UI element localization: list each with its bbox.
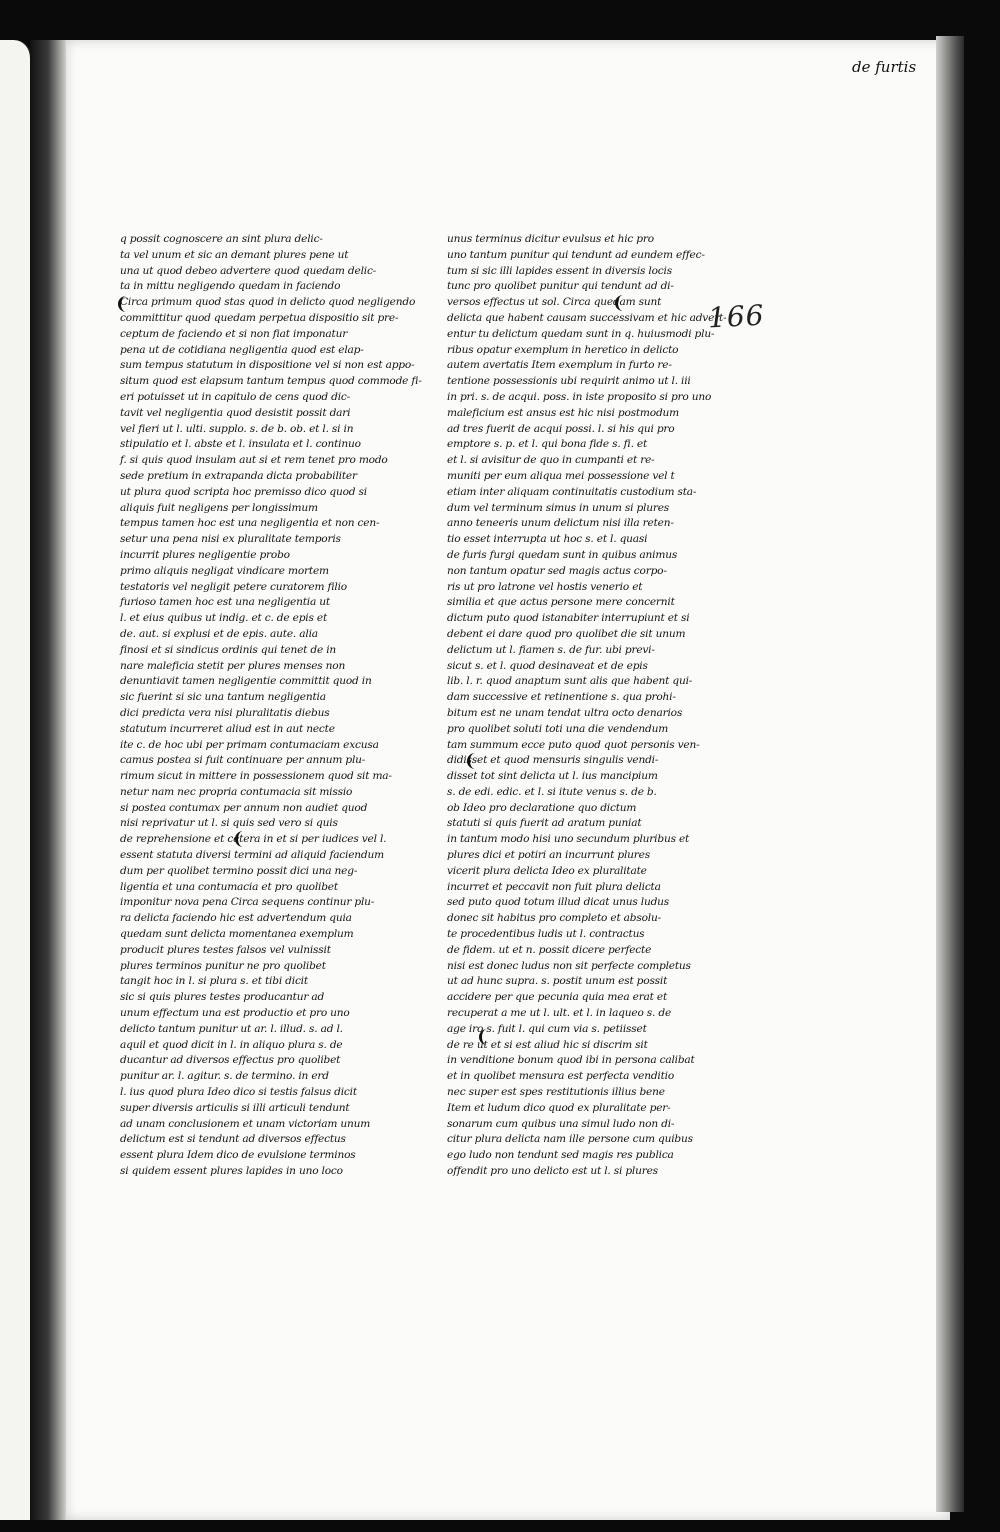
text-line: in tantum modo hisi uno secundum pluribus et bbox=[447, 833, 690, 846]
text-line: ut plura quod scripta hoc premisso dico quod si bbox=[120, 485, 367, 498]
text-line: nare maleficia stetit per plures menses non bbox=[120, 659, 346, 672]
text-line: sonarum cum quibus una simul ludo non di- bbox=[447, 1117, 675, 1130]
text-line: de re ut et si est aliud hic si discrim sit bbox=[447, 1038, 648, 1051]
text-line: sede pretium in extrapanda dicta probabiliter bbox=[120, 469, 357, 482]
text-line: non tantum opatur sed magis actus corpo- bbox=[447, 564, 667, 577]
text-line: et l. si avisitur de quo in cumpanti et re- bbox=[447, 454, 655, 467]
text-line: vel fieri ut l. ulti. supplo. s. de b. ob. et l. si in bbox=[120, 422, 354, 435]
previous-page-edge bbox=[0, 40, 32, 1520]
text-line: primo aliquis negligat vindicare mortem bbox=[120, 564, 329, 577]
text-line: ribus opatur exemplum in heretico in delicto bbox=[447, 343, 679, 356]
text-line: testatoris vel negligit petere curatorem filio bbox=[120, 580, 347, 593]
text-line: et in quolibet mensura est perfecta venditio bbox=[447, 1070, 675, 1083]
text-line: q possit cognoscere an sint plura delic- bbox=[120, 233, 323, 245]
text-line: Item et ludum dico quod ex pluralitate per- bbox=[447, 1101, 671, 1114]
text-line: ut ad hunc supra. s. postit unum est possit bbox=[447, 975, 668, 988]
text-line: maleficium est ansus est hic nisi postmodum bbox=[447, 406, 679, 419]
text-line: finosi et si sindicus ordinis qui tenet de in bbox=[120, 643, 337, 656]
text-line: sed puto quod totum illud dicat unus ludus bbox=[447, 896, 670, 909]
gutter-shadow bbox=[30, 40, 66, 1520]
text-line: de furis furgi quedam sunt in quibus animus bbox=[447, 548, 678, 561]
text-line: tam summum ecce puto quod quot personis ven- bbox=[447, 738, 700, 751]
text-line: imponitur nova pena Circa sequens continur plu- bbox=[120, 896, 375, 909]
text-line: stipulatio et l. abste et l. insulata et l. continuo bbox=[120, 438, 361, 451]
text-line: in pri. s. de acqui. poss. in iste proposito si pro uno bbox=[447, 390, 712, 403]
text-line: setur una pena nisi ex pluralitate temporis bbox=[120, 533, 341, 546]
paragraph-mark-icon bbox=[615, 295, 628, 311]
text-line: te procedentibus ludis ut l. contractus bbox=[447, 928, 645, 941]
text-line: sic si quis plures testes producantur ad bbox=[120, 991, 325, 1004]
text-line: incurrit plures negligentie probo bbox=[120, 548, 290, 561]
text-line: ego ludo non tendunt sed magis res publica bbox=[447, 1149, 674, 1162]
text-line: nisi reprivatur ut l. si quis sed vero si quis bbox=[120, 817, 338, 830]
paragraph-mark-icon bbox=[235, 831, 248, 847]
text-line: aliquis fuit negligens per longissimum bbox=[120, 501, 318, 514]
text-line: nisi est donec ludus non sit perfecte completus bbox=[447, 959, 691, 972]
text-line: tum si sic illi lapides essent in diversis locis bbox=[447, 264, 672, 277]
text-line: ris ut pro latrone vel hostis venerio et bbox=[447, 580, 643, 593]
text-line: s. de edi. edic. et l. si itute venus s. de b. bbox=[447, 785, 657, 798]
text-line: statuti si quis fuerit ad aratum puniat bbox=[447, 817, 642, 830]
text-line: ceptum de faciendo et si non fiat imponatur bbox=[120, 327, 348, 340]
text-line: aquil et quod dicit in l. in aliquo plura s. de bbox=[120, 1038, 343, 1051]
text-line: si postea contumax per annum non audiet quod bbox=[120, 801, 368, 814]
text-line: accidere per que pecunia quia mea erat et bbox=[447, 991, 668, 1004]
text-line: donec sit habitus pro completo et absolu- bbox=[447, 912, 661, 925]
text-line: in venditione bonum quod ibi in persona calibat bbox=[447, 1054, 695, 1067]
text-line: ducantur ad diversos effectus pro quolibet bbox=[120, 1054, 341, 1067]
text-line: dici predicta vera nisi pluralitatis diebus bbox=[120, 706, 330, 719]
text-line: pena ut de cotidiana negligentia quod est elap- bbox=[120, 343, 364, 356]
text-line: autem avertatis Item exemplum in furto re- bbox=[447, 359, 672, 372]
left-text-column bbox=[120, 232, 422, 1180]
text-line: tunc pro quolibet punitur qui tendunt ad di- bbox=[447, 280, 674, 293]
text-line: similia et que actus persone mere concernit bbox=[447, 596, 675, 609]
text-line: debent ei dare quod pro quolibet die sit unum bbox=[447, 627, 686, 640]
text-line: ad tres fuerit de acqui possi. l. si his qui pro bbox=[447, 422, 675, 435]
text-line: l. ius quod plura Ideo dico si testis falsus dicit bbox=[120, 1086, 357, 1099]
text-line: dictum puto quod istanabiter interrupiunt et si bbox=[447, 612, 690, 625]
text-line: ob Ideo pro declaratione quo dictum bbox=[447, 801, 637, 814]
text-line: tentione possessionis ubi requirit animo ut l. iii bbox=[447, 375, 691, 388]
text-line: punitur ar. l. agitur. s. de termino. in erd bbox=[120, 1070, 329, 1083]
text-line: dam successive et retinentione s. qua prohi- bbox=[447, 691, 676, 704]
text-line: citur plura delicta nam ille persone cum quibus bbox=[447, 1133, 693, 1146]
text-line: si quidem essent plures lapides in uno loco bbox=[120, 1165, 343, 1178]
text-line: super diversis articulis si illi articuli tendunt bbox=[120, 1101, 350, 1114]
text-line: rimum sicut in mittere in possessionem quod sit ma- bbox=[120, 770, 392, 783]
text-line: uno tantum punitur qui tendunt ad eundem effec- bbox=[447, 248, 705, 261]
text-line: didisset et quod mensuris singulis vendi- bbox=[447, 754, 659, 767]
text-line: de fidem. ut et n. possit dicere perfecte bbox=[447, 943, 652, 956]
text-line: furioso tamen hoc est una negligentia ut bbox=[120, 596, 330, 609]
text-line: tio esset interrupta ut hoc s. et l. quasi bbox=[447, 533, 648, 546]
text-line: delicto tantum punitur ut ar. l. illud. s. ad l. bbox=[120, 1022, 343, 1035]
text-line: ligentia et una contumacia et pro quolibet bbox=[120, 880, 338, 893]
text-line: sic fuerint si sic una tantum negligentia bbox=[120, 691, 326, 704]
text-line: age iro s. fuit l. qui cum via s. petiisset bbox=[447, 1022, 647, 1035]
text-line: una ut quod debeo advertere quod quedam delic- bbox=[120, 264, 377, 277]
text-line: quedam sunt delicta momentanea exemplum bbox=[120, 928, 354, 941]
text-line: de. aut. si explusi et de epis. aute. alia bbox=[120, 627, 318, 640]
text-line: committitur quod quedam perpetua dispositio sit pre- bbox=[120, 311, 399, 324]
paragraph-mark-icon bbox=[118, 296, 131, 312]
text-line: camus postea si fuit continuare per annum plu- bbox=[120, 754, 366, 767]
text-line: unus terminus dicitur evulsus et hic pro bbox=[447, 233, 654, 245]
text-line: recuperat a me ut l. ult. et l. in laqueo s. de bbox=[447, 1007, 672, 1020]
text-line: eri potuisset ut in capitulo de cens quod dic- bbox=[120, 390, 351, 403]
text-line: ta in mittu negligendo quedam in faciendo bbox=[120, 280, 341, 293]
text-line: Circa primum quod stas quod in delicto quod negligendo bbox=[120, 296, 416, 309]
text-line: situm quod est elapsum tantum tempus quod commode fi- bbox=[120, 375, 422, 388]
text-line: statutum incurreret aliud est in aut necte bbox=[120, 722, 335, 735]
text-line: vicerit plura delicta Ideo ex pluralitate bbox=[447, 864, 647, 877]
page-stack-edge bbox=[936, 36, 964, 1512]
text-line: anno teneeris unum delictum nisi illa reten- bbox=[447, 517, 674, 530]
text-line: essent plura Idem dico de evulsione terminos bbox=[120, 1149, 356, 1162]
text-line: delictum ut l. fiamen s. de fur. ubi previ- bbox=[447, 643, 655, 656]
text-line: muniti per eum aliqua mei possessione vel t bbox=[447, 469, 675, 482]
text-line: incurret et peccavit non fuit plura delicta bbox=[447, 880, 661, 893]
running-head: de furtis bbox=[852, 58, 917, 76]
text-line: de reprehensione et cetera in et si per iudices vel l. bbox=[120, 833, 387, 846]
text-line: sum tempus statutum in dispositione vel si non est appo- bbox=[120, 359, 415, 372]
text-line: f. si quis quod insulam aut si et rem tenet pro modo bbox=[120, 454, 388, 467]
text-line: plures terminos punitur ne pro quolibet bbox=[120, 959, 326, 972]
text-line: netur nam nec propria contumacia sit missio bbox=[120, 785, 353, 798]
folio-number: 166 bbox=[707, 298, 766, 335]
text-line: dum vel terminum simus in unum si plures bbox=[447, 501, 670, 514]
text-line: disset tot sint delicta ut l. ius mancipium bbox=[447, 770, 658, 783]
text-line: tavit vel negligentia quod desistit possit dari bbox=[120, 406, 351, 419]
text-line: plures dici et potiri an incurrunt plures bbox=[447, 849, 650, 862]
text-line: etiam inter aliquam continuitatis custodium sta- bbox=[447, 485, 697, 498]
text-line: versos effectus ut sol. Circa quedam sunt bbox=[447, 296, 662, 309]
text-line: dum per quolibet termino possit dici una neg- bbox=[120, 864, 358, 877]
text-line: unum effectum una est productio et pro uno bbox=[120, 1007, 350, 1020]
text-line: delicta que habent causam successivam et hic advert- bbox=[447, 311, 727, 324]
text-line: offendit pro uno delicto est ut l. si plures bbox=[447, 1165, 658, 1178]
text-line: tangit hoc in l. si plura s. et tibi dicit bbox=[120, 975, 308, 988]
text-line: l. et eius quibus ut indig. et c. de epis et bbox=[120, 612, 327, 625]
text-line: emptore s. p. et l. qui bona fide s. fi. et bbox=[447, 438, 648, 451]
text-line: pro quolibet soluti toti una die vendendum bbox=[447, 722, 669, 735]
paragraph-mark-icon bbox=[467, 753, 480, 769]
text-line: essent statuta diversi termini ad aliquid faciendum bbox=[120, 849, 384, 862]
text-line: ra delicta faciendo hic est advertendum quia bbox=[120, 912, 352, 925]
text-line: lib. l. r. quod anaptum sunt alis que habent qui- bbox=[447, 675, 693, 688]
text-line: tempus tamen hoc est una negligentia et non cen- bbox=[120, 517, 380, 530]
text-line: delictum est si tendunt ad diversos effectus bbox=[120, 1133, 346, 1146]
text-line: nec super est spes restitutionis illius bene bbox=[447, 1086, 665, 1099]
text-line: bitum est ne unam tendat ultra octo denarios bbox=[447, 706, 683, 719]
text-line: producit plures testes falsos vel vulnissit bbox=[120, 943, 331, 956]
text-line: ad unam conclusionem et unam victoriam unum bbox=[120, 1117, 371, 1130]
text-line: entur tu delictum quedam sunt in q. huiusmodi plu- bbox=[447, 327, 715, 340]
text-line: denuntiavit tamen negligentie committit quod in bbox=[120, 675, 372, 688]
paragraph-mark-icon bbox=[479, 1029, 492, 1045]
text-line: ite c. de hoc ubi per primam contumaciam excusa bbox=[120, 738, 379, 751]
text-line: ta vel unum et sic an demant plures pene ut bbox=[120, 248, 349, 261]
text-line: sicut s. et l. quod desinaveat et de epis bbox=[447, 659, 648, 672]
